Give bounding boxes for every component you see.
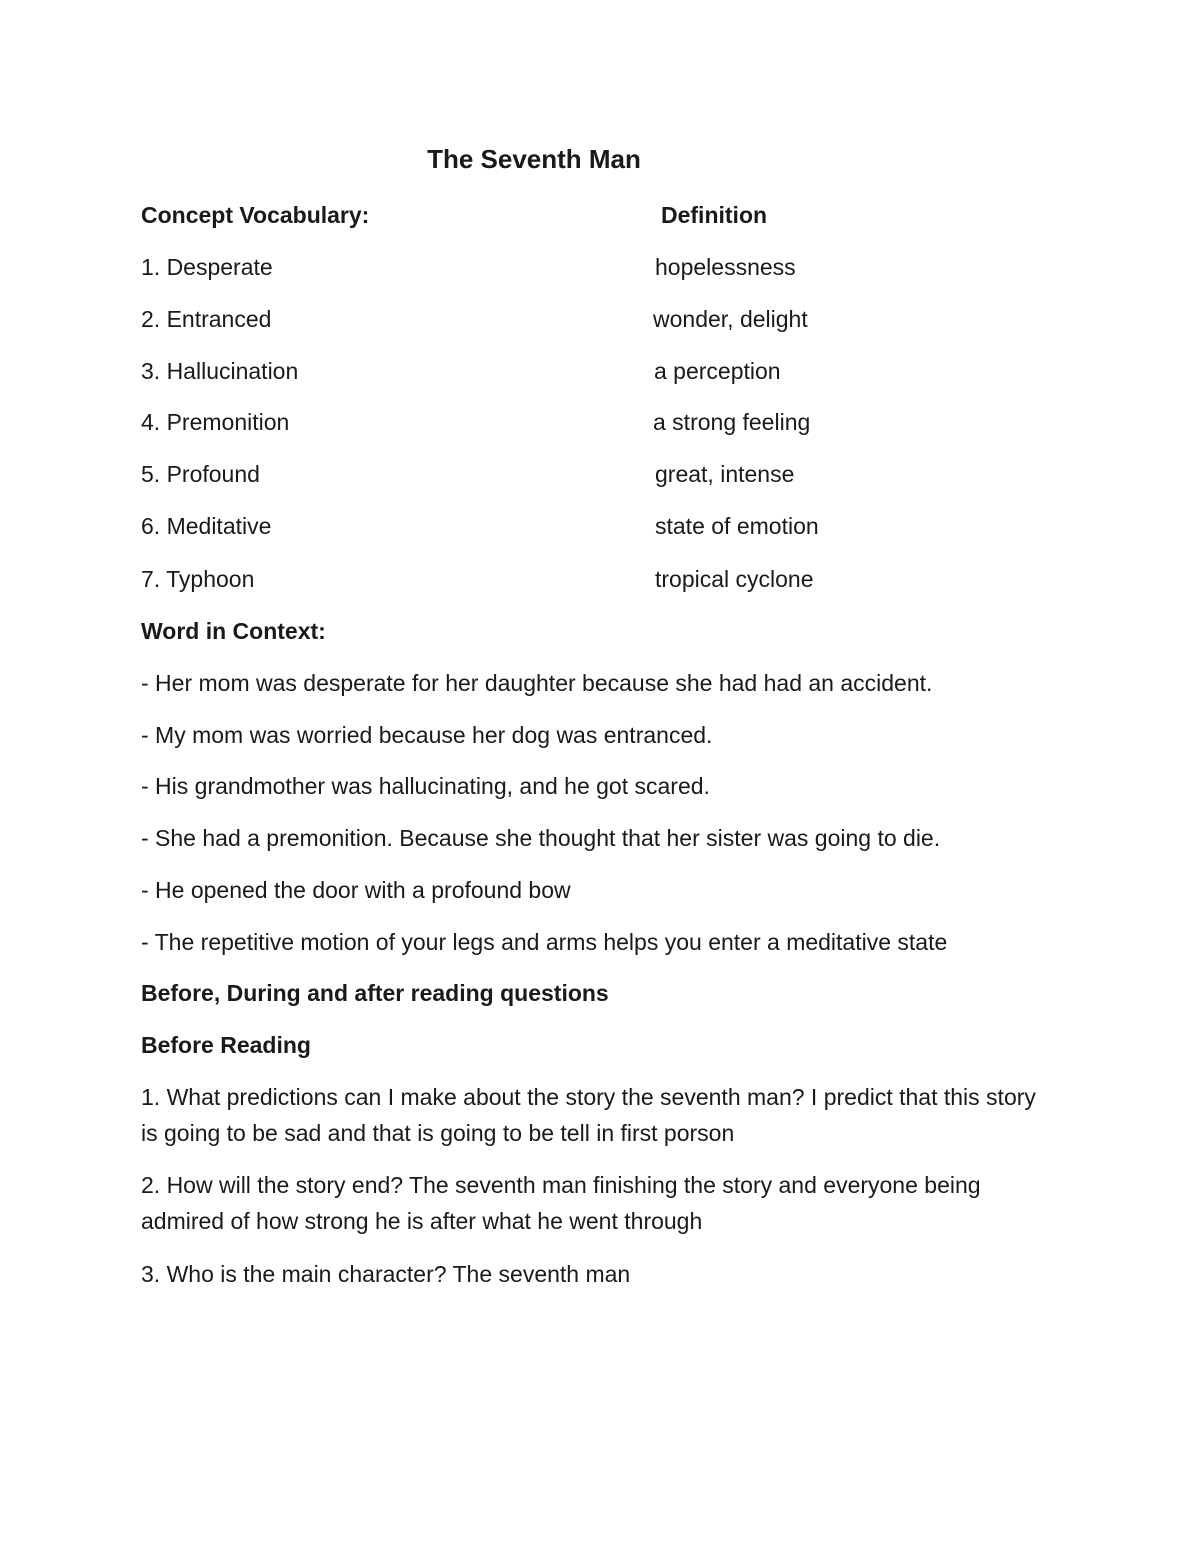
context-sentence: - She had a premonition. Because she thought that her sister was going to die. xyxy=(141,825,941,851)
before-reading-heading: Before Reading xyxy=(141,1032,311,1058)
vocab-header-right: Definition xyxy=(661,202,768,228)
context-sentence: - My mom was worried because her dog was entranced. xyxy=(141,722,713,748)
vocab-definition: state of emotion xyxy=(655,513,819,539)
vocab-definition: great, intense xyxy=(655,461,795,487)
vocab-term: 1. Desperate xyxy=(141,254,273,280)
vocab-definition: a perception xyxy=(654,358,781,384)
question-item: 1. What predictions can I make about the story the seventh man? I predict that this story is going to be sad and that is going to be tell in first porson xyxy=(141,1084,1036,1146)
question-item: 3. Who is the main character? The seventh man xyxy=(141,1261,631,1287)
context-sentence: - His grandmother was hallucinating, and he got scared. xyxy=(141,773,710,799)
context-sentence: - Her mom was desperate for her daughter because she had had an accident. xyxy=(141,670,933,696)
vocab-term: 3. Hallucination xyxy=(141,358,299,384)
vocab-definition: a strong feeling xyxy=(653,409,811,435)
context-sentence: - The repetitive motion of your legs and arms helps you enter a meditative state xyxy=(141,929,948,955)
vocab-definition: wonder, delight xyxy=(653,306,808,332)
vocab-header-left: Concept Vocabulary: xyxy=(141,202,370,228)
vocab-term: 5. Profound xyxy=(141,461,260,487)
questions-heading: Before, During and after reading questions xyxy=(141,980,609,1006)
vocab-definition: tropical cyclone xyxy=(655,566,814,592)
vocab-term: 7. Typhoon xyxy=(141,566,255,592)
vocab-term: 2. Entranced xyxy=(141,306,272,332)
document-title: The Seventh Man xyxy=(427,144,641,174)
vocab-definition: hopelessness xyxy=(655,254,796,280)
vocab-term: 6. Meditative xyxy=(141,513,272,539)
context-heading: Word in Context: xyxy=(141,618,326,644)
context-sentence: - He opened the door with a profound bow xyxy=(141,877,571,903)
question-item: 2. How will the story end? The seventh man finishing the story and everyone being admired of how strong he is after what he went through xyxy=(141,1172,981,1234)
vocab-term: 4. Premonition xyxy=(141,409,290,435)
